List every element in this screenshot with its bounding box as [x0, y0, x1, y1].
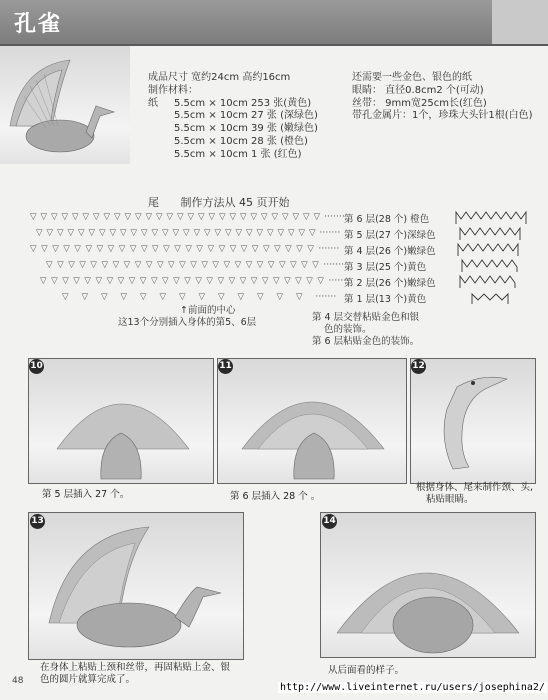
- paper-prefix: 纸: [148, 97, 158, 109]
- layer-row: [36, 228, 341, 240]
- triangle-unit-icon: ▽: [261, 276, 269, 286]
- triangle-unit-icon: ▽: [120, 228, 127, 238]
- step-number: 11: [218, 359, 233, 374]
- triangle-unit-icon: ▽: [109, 228, 117, 238]
- triangle-unit-icon: ▽: [74, 244, 82, 254]
- triangle-unit-icon: ▽: [103, 212, 111, 222]
- triangle-unit-icon: ▽: [292, 212, 300, 222]
- triangle-unit-icon: ▽: [99, 228, 106, 238]
- stacking-diagram-icon: [454, 210, 534, 306]
- triangle-unit-icon: ▽: [225, 228, 232, 238]
- triangle-unit-icon: ▽: [88, 228, 96, 238]
- triangle-unit-icon: ▽: [271, 212, 279, 222]
- triangle-unit-icon: ▽: [46, 260, 53, 270]
- triangle-unit-icon: ▽: [162, 228, 169, 238]
- triangle-unit-icon: ▽: [51, 276, 58, 286]
- header-tab: [492, 0, 548, 44]
- triangle-unit-icon: ▽: [195, 276, 203, 286]
- triangle-unit-icon: ▽: [30, 244, 37, 254]
- triangle-unit-icon: ▽: [141, 228, 148, 238]
- step-13-caption: [40, 662, 230, 686]
- triangle-unit-icon: ▽: [162, 276, 169, 286]
- triangle-unit-icon: ▽: [145, 260, 153, 270]
- triangle-unit-icon: ▽: [140, 292, 147, 302]
- triangle-unit-icon: ▽: [193, 228, 201, 238]
- step-14-caption: 从后面看的样子。: [328, 665, 405, 676]
- triangle-unit-icon: ▽: [134, 260, 142, 270]
- triangle-unit-icon: ▽: [163, 244, 170, 254]
- decoration-line: 色的装饰。: [324, 324, 372, 335]
- step-11-caption: 第 6 层插入 28 个 。: [230, 491, 321, 502]
- extra-line: 丝带： 9mm宽25cm长(红色): [352, 97, 487, 109]
- triangle-unit-icon: ▽: [135, 212, 142, 222]
- front-center-mark: ↑前面的中心: [180, 305, 236, 316]
- page-title: 孔雀: [14, 12, 63, 37]
- triangle-unit-icon: ▽: [156, 212, 163, 222]
- triangle-unit-icon: ▽: [159, 292, 167, 302]
- tail-label: 尾: [148, 196, 159, 209]
- triangle-unit-icon: ▽: [190, 260, 198, 270]
- leader-dots: ·······: [323, 260, 345, 270]
- triangle-unit-icon: ▽: [129, 244, 137, 254]
- peacock-illustration: [0, 46, 130, 164]
- back-view-illustration: [321, 513, 535, 657]
- neck-head-illustration: [411, 359, 535, 483]
- triangle-unit-icon: ▽: [139, 276, 147, 286]
- triangle-unit-icon: ▽: [177, 212, 184, 222]
- triangle-unit-icon: ▽: [184, 276, 192, 286]
- triangle-unit-icon: ▽: [57, 260, 64, 270]
- triangle-unit-icon: ▽: [40, 276, 47, 286]
- triangle-unit-icon: ▽: [284, 276, 291, 286]
- step-number: 12: [411, 359, 426, 374]
- step-13-caption-line: 在身体上粘贴上颈和丝带，再固粘贴上金、银: [40, 662, 231, 673]
- triangle-unit-icon: ▽: [72, 212, 79, 222]
- triangle-unit-icon: ▽: [313, 212, 321, 222]
- triangle-unit-icon: ▽: [106, 276, 114, 286]
- triangle-unit-icon: ▽: [41, 244, 48, 254]
- step-13-caption-line: 色的圆片就算完成了。: [40, 674, 136, 685]
- leader-dots: ·······: [324, 212, 346, 222]
- decoration-note: [312, 312, 450, 348]
- triangle-unit-icon: ▽: [239, 276, 247, 286]
- step-number: 10: [29, 359, 44, 374]
- step-12-caption-line: 粘贴眼睛。: [426, 494, 474, 505]
- triangle-unit-icon: ▽: [151, 228, 159, 238]
- triangle-unit-icon: ▽: [282, 212, 289, 222]
- triangle-unit-icon: ▽: [123, 260, 131, 270]
- triangle-unit-icon: ▽: [208, 212, 216, 222]
- triangle-unit-icon: ▽: [51, 212, 58, 222]
- page-number: 48: [12, 676, 24, 686]
- paper-spec: 5.5cm × 10cm 253 张(黄色): [174, 97, 312, 109]
- triangle-unit-icon: ▽: [288, 228, 295, 238]
- triangle-unit-icon: ▽: [285, 244, 292, 254]
- triangle-unit-icon: ▽: [235, 228, 243, 238]
- triangle-unit-icon: ▽: [307, 244, 315, 254]
- triangle-unit-icon: ▽: [237, 292, 245, 302]
- finished-peacock-illustration: [29, 513, 243, 659]
- triangle-unit-icon: ▽: [85, 244, 93, 254]
- triangle-unit-icon: ▽: [301, 260, 308, 270]
- step-12-caption-line: 根据身体、尾来制作颈、头,: [416, 482, 534, 493]
- triangle-unit-icon: ▽: [218, 292, 225, 302]
- triangle-unit-icon: ▽: [214, 228, 222, 238]
- triangle-unit-icon: ▽: [172, 228, 180, 238]
- triangle-unit-icon: ▽: [274, 244, 281, 254]
- step-number: 14: [322, 514, 337, 529]
- triangle-unit-icon: ▽: [179, 260, 186, 270]
- materials-label: 制作材料：: [148, 84, 198, 96]
- layer-row: [46, 260, 344, 272]
- triangle-unit-icon: ▽: [78, 228, 85, 238]
- specifications: [148, 72, 318, 162]
- triangle-unit-icon: ▽: [201, 260, 209, 270]
- triangle-unit-icon: ▽: [93, 212, 100, 222]
- triangle-unit-icon: ▽: [63, 244, 71, 254]
- triangle-unit-icon: ▽: [250, 276, 258, 286]
- triangle-unit-icon: ▽: [81, 292, 89, 302]
- tail-heading: [148, 194, 290, 210]
- triangle-unit-icon: ▽: [229, 212, 237, 222]
- triangle-unit-icon: ▽: [30, 212, 37, 222]
- triangle-unit-icon: ▽: [245, 260, 253, 270]
- triangle-unit-icon: ▽: [36, 228, 43, 238]
- layer-row: [40, 276, 349, 288]
- triangle-unit-icon: ▽: [96, 244, 104, 254]
- leader-dots: ·······: [315, 292, 337, 302]
- layer-label: 第 1 层(13 个)黄色: [344, 294, 427, 305]
- triangle-unit-icon: ▽: [101, 260, 109, 270]
- layer-label: 第 2 层(26 个)嫩绿色: [344, 278, 436, 289]
- triangle-unit-icon: ▽: [79, 260, 87, 270]
- triangle-unit-icon: ▽: [68, 260, 76, 270]
- fan-tail-illustration: [29, 359, 213, 483]
- triangle-unit-icon: ▽: [166, 212, 174, 222]
- triangle-unit-icon: ▽: [187, 212, 195, 222]
- insert-note: 这13个分别插入身体的第5、6层: [118, 317, 257, 328]
- triangle-unit-icon: ▽: [128, 276, 136, 286]
- triangle-unit-icon: ▽: [218, 244, 226, 254]
- paper-row-3: 5.5cm × 10cm 39 张 (嫩绿色): [174, 123, 318, 135]
- triangle-unit-icon: ▽: [267, 260, 275, 270]
- triangle-unit-icon: ▽: [62, 292, 69, 302]
- triangle-unit-icon: ▽: [82, 212, 90, 222]
- triangle-unit-icon: ▽: [309, 228, 316, 238]
- triangle-unit-icon: ▽: [84, 276, 92, 286]
- triangle-unit-icon: ▽: [278, 260, 286, 270]
- source-url[interactable]: http://www.liveinternet.ru/users/josephina2/: [280, 682, 545, 693]
- triangle-unit-icon: ▽: [40, 212, 48, 222]
- triangle-unit-icon: ▽: [267, 228, 274, 238]
- triangle-unit-icon: ▽: [312, 260, 320, 270]
- assembly-diagram: [454, 210, 534, 310]
- extra-line: 眼睛： 直径0.8cm2 个(可动): [352, 84, 484, 96]
- triangle-unit-icon: ▽: [262, 244, 270, 254]
- triangle-unit-icon: ▽: [246, 228, 253, 238]
- triangle-unit-icon: ▽: [95, 276, 103, 286]
- triangle-unit-icon: ▽: [120, 292, 128, 302]
- leader-dots: ·······: [318, 244, 340, 254]
- triangle-unit-icon: ▽: [223, 260, 231, 270]
- triangle-unit-icon: ▽: [196, 244, 204, 254]
- triangle-unit-icon: ▽: [240, 244, 248, 254]
- triangle-unit-icon: ▽: [130, 228, 138, 238]
- triangle-unit-icon: ▽: [256, 228, 264, 238]
- triangle-unit-icon: ▽: [118, 244, 126, 254]
- triangle-unit-icon: ▽: [204, 228, 211, 238]
- layer-label: 第 4 层(26 个)嫩绿色: [344, 246, 436, 257]
- triangle-unit-icon: ▽: [256, 260, 264, 270]
- paper-row-5: 5.5cm × 10cm 1 张 (红色): [174, 148, 302, 160]
- decoration-line: 第 6 层粘贴金色的装饰。: [312, 336, 420, 347]
- triangle-unit-icon: ▽: [117, 276, 125, 286]
- triangle-unit-icon: ▽: [206, 276, 214, 286]
- triangle-unit-icon: ▽: [183, 228, 190, 238]
- step-11-photo: [217, 358, 407, 484]
- triangle-unit-icon: ▽: [152, 244, 159, 254]
- tail-instructions: 制作方法从 45 页开始: [180, 196, 290, 209]
- leader-dots: ·······: [319, 228, 341, 238]
- triangle-unit-icon: ▽: [229, 244, 237, 254]
- triangle-unit-icon: ▽: [62, 276, 70, 286]
- triangle-unit-icon: ▽: [73, 276, 81, 286]
- triangle-unit-icon: ▽: [207, 244, 215, 254]
- step-12-caption: [416, 482, 533, 506]
- triangle-unit-icon: ▽: [46, 228, 54, 238]
- paper-row-1: [148, 98, 318, 111]
- triangle-unit-icon: ▽: [212, 260, 220, 270]
- triangle-unit-icon: ▽: [112, 260, 120, 270]
- triangle-unit-icon: ▽: [306, 276, 314, 286]
- triangle-unit-icon: ▽: [90, 260, 98, 270]
- triangle-unit-icon: ▽: [250, 212, 258, 222]
- triangle-unit-icon: ▽: [174, 244, 182, 254]
- step-10-caption: 第 5 层插入 27 个。: [42, 489, 130, 500]
- triangle-unit-icon: ▽: [179, 292, 186, 302]
- peacock-photo-main: [0, 46, 130, 164]
- triangle-unit-icon: ▽: [296, 244, 304, 254]
- leader-dots: ·······: [328, 276, 350, 286]
- decoration-line: 第 4 层交替粘贴金色和银: [312, 312, 420, 323]
- step-12-photo: [410, 358, 536, 484]
- triangle-unit-icon: ▽: [185, 244, 193, 254]
- triangle-unit-icon: ▽: [290, 260, 297, 270]
- triangle-unit-icon: ▽: [114, 212, 121, 222]
- triangle-unit-icon: ▽: [140, 244, 148, 254]
- triangle-unit-icon: ▽: [317, 276, 325, 286]
- triangle-unit-icon: ▽: [67, 228, 75, 238]
- step-14-photo: [320, 512, 536, 658]
- triangle-unit-icon: ▽: [303, 212, 310, 222]
- layer-label: 第 5 层(27 个)深绿色: [344, 230, 436, 241]
- extra-line: 还需要一些金色、银色的纸: [352, 72, 472, 83]
- triangle-unit-icon: ▽: [107, 244, 115, 254]
- page-header: [0, 0, 548, 44]
- triangle-unit-icon: ▽: [173, 276, 180, 286]
- triangle-unit-icon: ▽: [295, 276, 302, 286]
- layer-row: [30, 244, 339, 256]
- triangle-unit-icon: ▽: [276, 292, 284, 302]
- extra-materials: [352, 72, 533, 123]
- triangle-unit-icon: ▽: [57, 228, 64, 238]
- triangle-unit-icon: ▽: [234, 260, 242, 270]
- triangle-unit-icon: ▽: [272, 276, 280, 286]
- triangle-unit-icon: ▽: [261, 212, 268, 222]
- paper-row-2: 5.5cm × 10cm 27 张 (深绿色): [174, 110, 318, 122]
- triangle-unit-icon: ▽: [251, 244, 259, 254]
- triangle-unit-icon: ▽: [298, 228, 306, 238]
- layer-row: [30, 212, 345, 224]
- triangle-unit-icon: ▽: [52, 244, 60, 254]
- triangle-unit-icon: ▽: [101, 292, 108, 302]
- fan-tail-illustration: [218, 359, 406, 483]
- triangle-unit-icon: ▽: [296, 292, 303, 302]
- triangle-unit-icon: ▽: [168, 260, 175, 270]
- extra-line: 带孔金属片：1个，珍珠大头针1根(白色): [352, 110, 533, 122]
- triangle-unit-icon: ▽: [277, 228, 285, 238]
- layer-label: 第 3 层(25 个)黄色: [344, 262, 427, 273]
- triangle-unit-icon: ▽: [156, 260, 164, 270]
- triangle-unit-icon: ▽: [240, 212, 247, 222]
- triangle-unit-icon: ▽: [61, 212, 69, 222]
- triangle-unit-icon: ▽: [228, 276, 236, 286]
- finished-size: 成品尺寸 宽约24cm 高约16cm: [148, 72, 291, 83]
- triangle-unit-icon: ▽: [217, 276, 225, 286]
- layer-label: 第 6 层(28 个) 橙色: [344, 214, 430, 225]
- triangle-unit-icon: ▽: [145, 212, 153, 222]
- step-number: 13: [30, 514, 45, 529]
- paper-row-4: 5.5cm × 10cm 28 张 (橙色): [174, 135, 308, 147]
- triangle-unit-icon: ▽: [198, 212, 205, 222]
- triangle-unit-icon: ▽: [124, 212, 132, 222]
- step-10-photo: [28, 358, 214, 484]
- triangle-unit-icon: ▽: [219, 212, 226, 222]
- step-13-photo: [28, 512, 244, 660]
- triangle-unit-icon: ▽: [257, 292, 264, 302]
- triangle-unit-icon: ▽: [150, 276, 158, 286]
- triangle-unit-icon: ▽: [198, 292, 206, 302]
